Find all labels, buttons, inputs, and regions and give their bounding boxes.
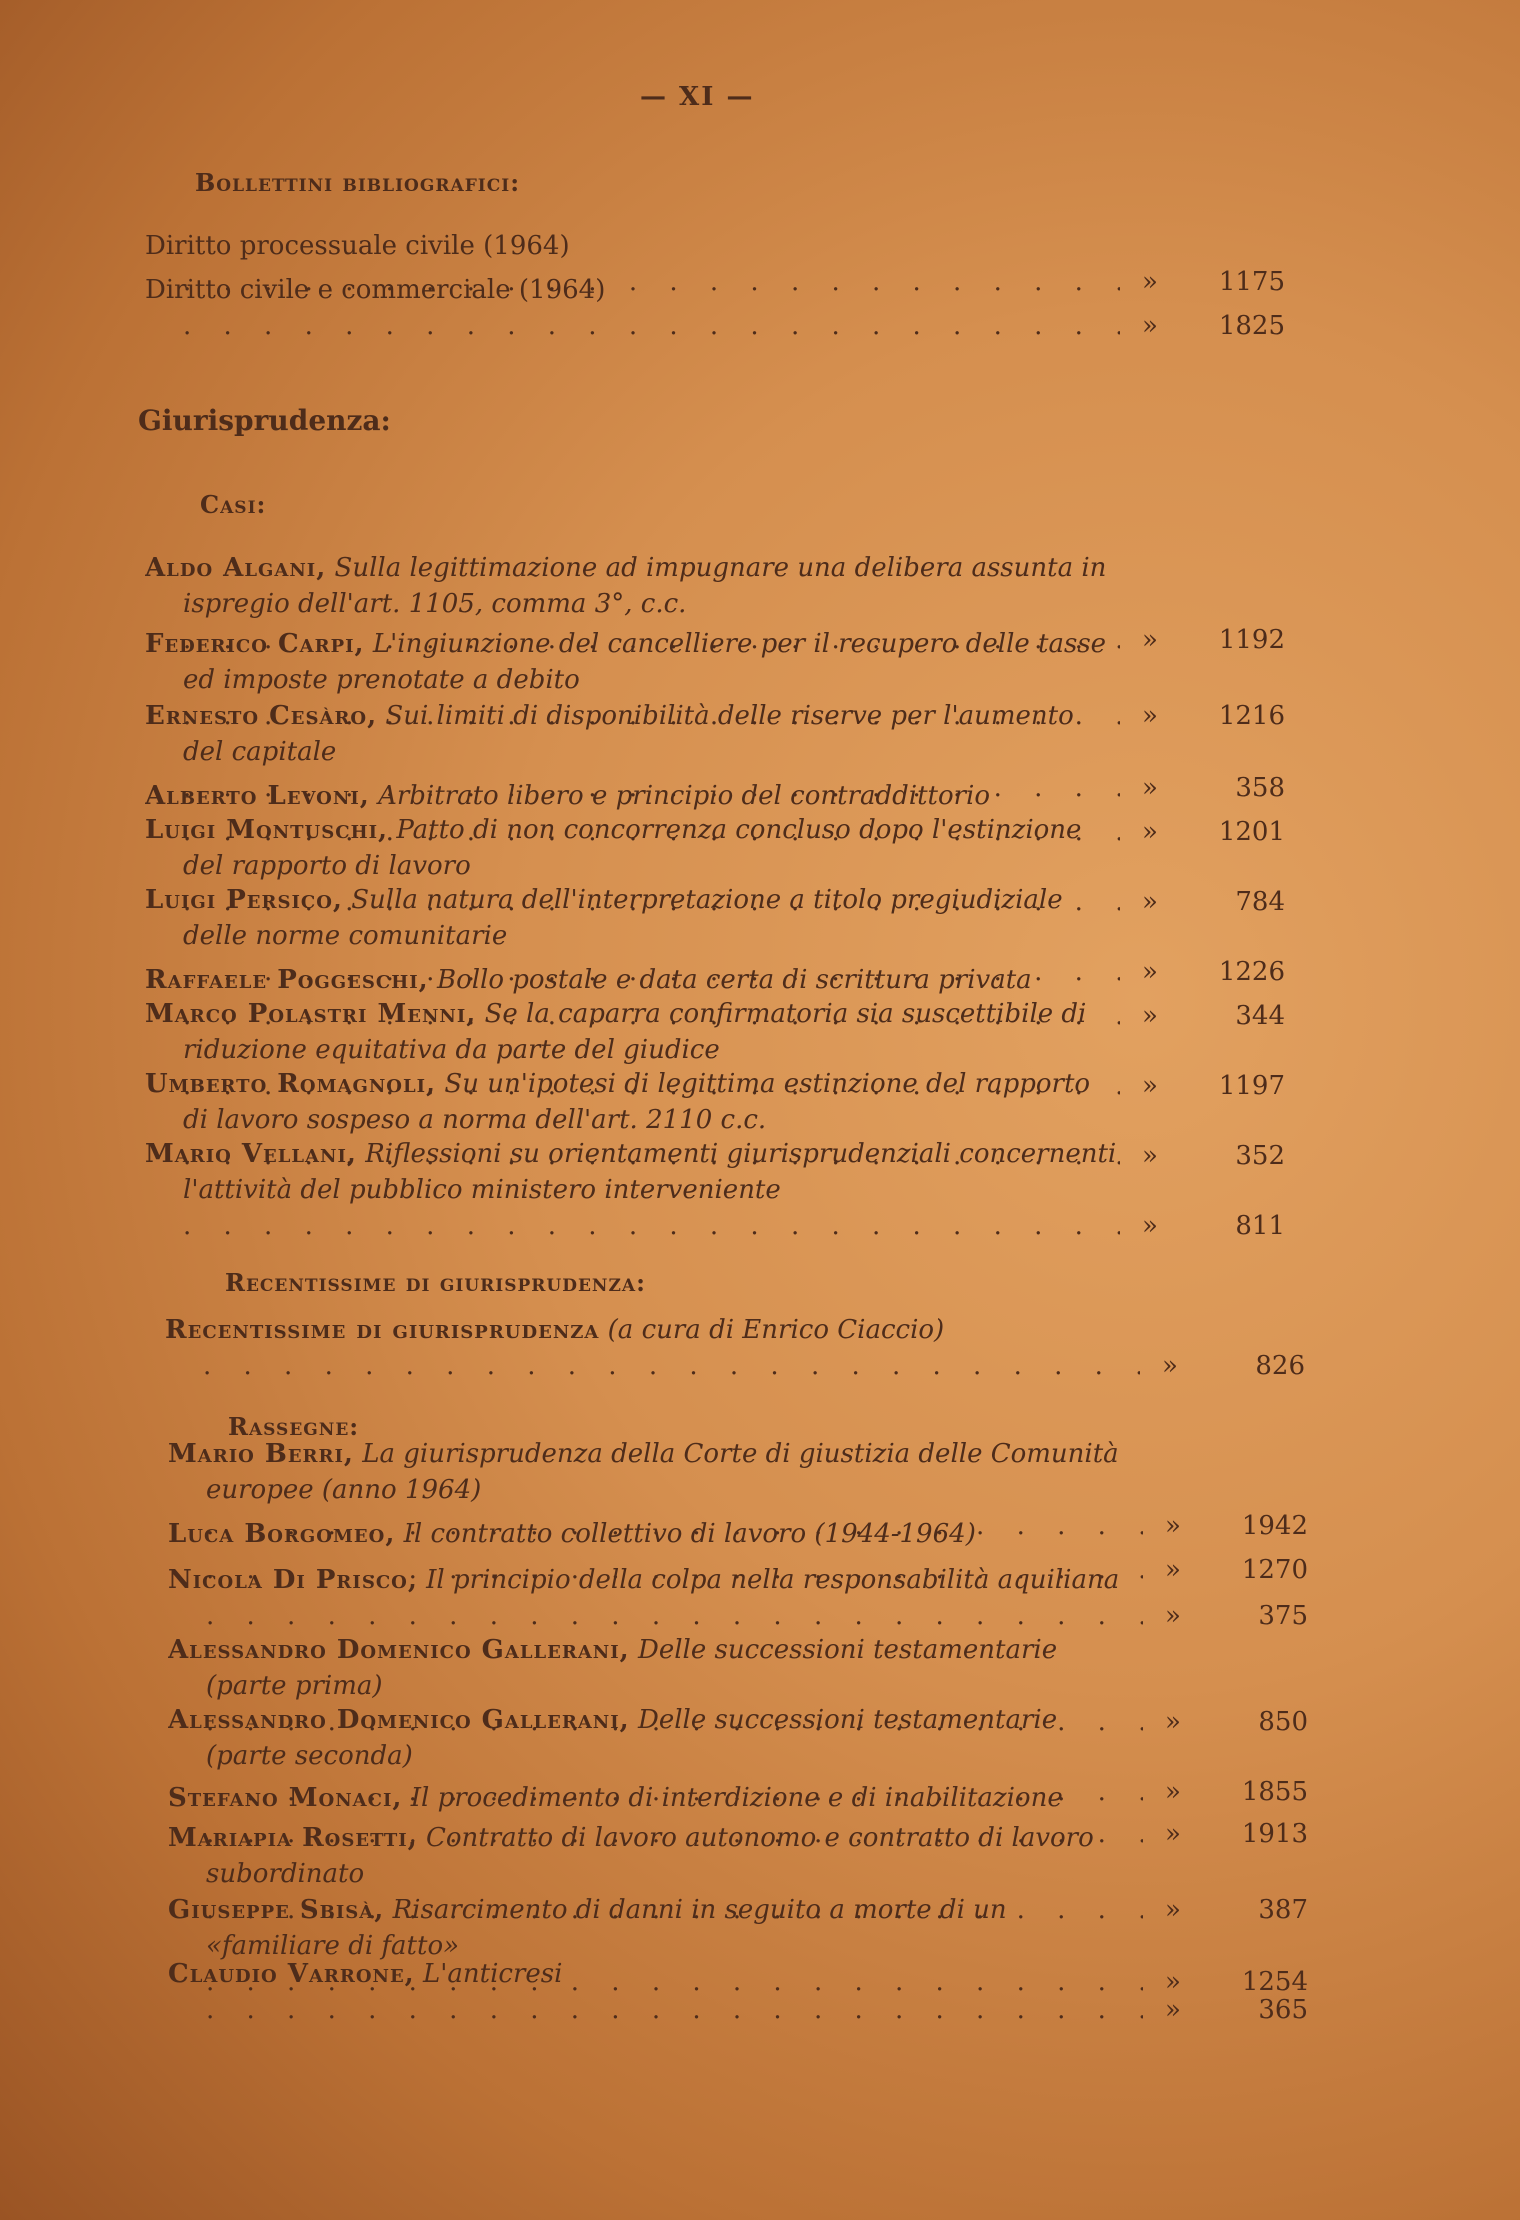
entry-title: Arbitrato libero e principio del contraddittorio xyxy=(378,781,991,811)
section-heading-casi: Casi: xyxy=(200,490,267,519)
entry-author: Mariapia Rosetti, xyxy=(168,1823,418,1853)
toc-entry xyxy=(165,1312,1305,1384)
entry-author: Federico Carpi, xyxy=(145,629,365,659)
raquo-mark: » xyxy=(1165,1601,1181,1631)
raquo-mark: » xyxy=(1142,267,1158,297)
raquo-mark: » xyxy=(1142,701,1158,731)
entry-author: Alessandro Domenico Gallerani, xyxy=(168,1705,630,1735)
section-heading-bollettini: Bollettini bibliografici: xyxy=(195,168,521,197)
page-number: — XI — xyxy=(640,82,755,112)
page-ref: 1825 xyxy=(1218,311,1285,341)
page-ref: 850 xyxy=(1258,1707,1308,1737)
entry-title: Riflessioni su orientamenti giurisprudenziali concernenti l'attività del pubblico ministero interveniente xyxy=(183,1139,1117,1205)
raquo-mark: » xyxy=(1165,1819,1181,1849)
entry-author: Aldo Algani, xyxy=(145,553,327,583)
entry-author: Claudio Varrone, xyxy=(168,1959,415,1989)
page-ref: 1270 xyxy=(1241,1555,1308,1585)
raquo-mark: » xyxy=(1142,957,1158,987)
entry-author: Giuseppe Sbisà, xyxy=(168,1895,385,1925)
entry-author: Stefano Monaci, xyxy=(168,1783,403,1813)
page-ref: 365 xyxy=(1258,1995,1308,2025)
page-ref: 1942 xyxy=(1241,1511,1308,1541)
page-ref: 1197 xyxy=(1218,1071,1285,1101)
entry-author: Raffaele Poggeschi, xyxy=(145,965,429,995)
entry-title: Sui limiti di disponibilità delle riserve per l'aumento del capitale xyxy=(183,701,1074,767)
page-ref: 1175 xyxy=(1218,267,1285,297)
entry-author: Nicola Di Prisco, xyxy=(168,1565,418,1595)
raquo-mark: » xyxy=(1165,1777,1181,1807)
entry-title: Contratto di lavoro autonomo e contratto di lavoro subordinato xyxy=(206,1823,1094,1889)
page-ref: 1201 xyxy=(1218,817,1285,847)
raquo-mark: » xyxy=(1165,1511,1181,1541)
entry-title: L'anticresi xyxy=(423,1959,563,1989)
entry-title: Se la caparra confirmatoria sia suscettibile di riduzione equitativa da parte del giudice xyxy=(183,999,1087,1065)
section-heading-recentissime: Recentissime di giurisprudenza: xyxy=(225,1268,646,1297)
page-ref: 387 xyxy=(1258,1895,1308,1925)
toc-entry xyxy=(168,1956,1308,2028)
raquo-mark: » xyxy=(1165,1555,1181,1585)
raquo-mark: » xyxy=(1142,817,1158,847)
page-ref: 375 xyxy=(1258,1601,1308,1631)
entry-author: Ernesto Cesàro, xyxy=(145,701,378,731)
entry-title: Su un'ipotesi di legittima estinzione del rapporto di lavoro sospeso a norma dell'art. 2110 c.c. xyxy=(183,1069,1091,1135)
entry-title: Delle successioni testamentarie (parte seconda) xyxy=(206,1705,1058,1771)
entry-title: Sulla natura dell'interpretazione a titolo pregiudiziale delle norme comunitarie xyxy=(183,885,1063,951)
raquo-mark: » xyxy=(1165,1895,1181,1925)
entry-author: Recentissime di giurisprudenza xyxy=(165,1315,600,1345)
entry-author: Luigi Montuschi, xyxy=(145,815,389,845)
page-ref: 811 xyxy=(1235,1211,1285,1241)
raquo-mark: » xyxy=(1142,1071,1158,1101)
section-heading-giurisprudenza: Giurisprudenza: xyxy=(138,404,391,437)
raquo-mark: » xyxy=(1165,1967,1181,1997)
page-ref: 784 xyxy=(1235,887,1285,917)
toc-entry xyxy=(145,272,1285,344)
entry-title: La giurisprudenza della Corte di giustizia delle Comunità europee (anno 1964) xyxy=(206,1439,1119,1505)
entry-title: Patto di non concorrenza concluso dopo l'estinzione del rapporto di lavoro xyxy=(183,815,1082,881)
entry-title: L'ingiunzione del cancelliere per il recupero delle tasse ed imposte prenotate a debito xyxy=(183,629,1107,695)
page-ref: 1192 xyxy=(1218,625,1285,655)
entry-author: Luca Borgomeo, xyxy=(168,1519,396,1549)
entry-title: Il principio della colpa nella responsabilità aquiliana xyxy=(426,1565,1120,1595)
entry-author: Alessandro Domenico Gallerani, xyxy=(168,1635,630,1665)
raquo-mark: » xyxy=(1142,1001,1158,1031)
entry-title: Diritto civile e commerciale (1964) xyxy=(145,275,606,305)
page-ref: 344 xyxy=(1235,1001,1285,1031)
page-ref: 826 xyxy=(1255,1351,1305,1381)
entry-author: Mario Berri, xyxy=(168,1439,354,1469)
page-ref: 1254 xyxy=(1241,1967,1308,1997)
raquo-mark: » xyxy=(1165,1995,1181,2025)
entry-title: Il procedimento di interdizione e di inabilitazione xyxy=(410,1783,1063,1813)
raquo-mark: » xyxy=(1142,887,1158,917)
page-ref: 1226 xyxy=(1218,957,1285,987)
page-ref: 358 xyxy=(1235,773,1285,803)
raquo-mark: » xyxy=(1142,625,1158,655)
raquo-mark: » xyxy=(1165,1707,1181,1737)
entry-title: Diritto processuale civile (1964) xyxy=(145,231,570,261)
entry-author: Marco Polastri Menni, xyxy=(145,999,477,1029)
entry-author: Mario Vellani, xyxy=(145,1139,357,1169)
section-heading-rassegne: Rassegne: xyxy=(228,1412,360,1441)
entry-title: (a cura di Enrico Ciaccio) xyxy=(607,1315,945,1345)
entry-title: Delle successioni testamentarie (parte prima) xyxy=(206,1635,1058,1701)
entry-title: Sulla legittimazione ad impugnare una delibera assunta in ispregio dell'art. 1105, comma 3°, c.c. xyxy=(183,553,1107,619)
page-ref: 1913 xyxy=(1241,1819,1308,1849)
entry-title: Bollo postale e data certa di scrittura privata xyxy=(436,965,1032,995)
raquo-mark: » xyxy=(1142,773,1158,803)
toc-entry xyxy=(168,1562,1308,1634)
raquo-mark: » xyxy=(1162,1351,1178,1381)
entry-author: Umberto Romagnoli, xyxy=(145,1069,437,1099)
raquo-mark: » xyxy=(1142,1141,1158,1171)
entry-author: Luigi Persico, xyxy=(145,885,343,915)
entry-title: Il contratto collettivo di lavoro (1944-1964) xyxy=(403,1519,976,1549)
raquo-mark: » xyxy=(1142,311,1158,341)
page-ref: 352 xyxy=(1235,1141,1285,1171)
entry-title: Risarcimento di danni in seguito a morte di un «familiare di fatto» xyxy=(206,1895,1007,1961)
toc-entry xyxy=(145,1136,1285,1244)
entry-author: Alberto Levoni, xyxy=(145,781,370,811)
page-ref: 1855 xyxy=(1241,1777,1308,1807)
raquo-mark: » xyxy=(1142,1211,1158,1241)
page-ref: 1216 xyxy=(1218,701,1285,731)
